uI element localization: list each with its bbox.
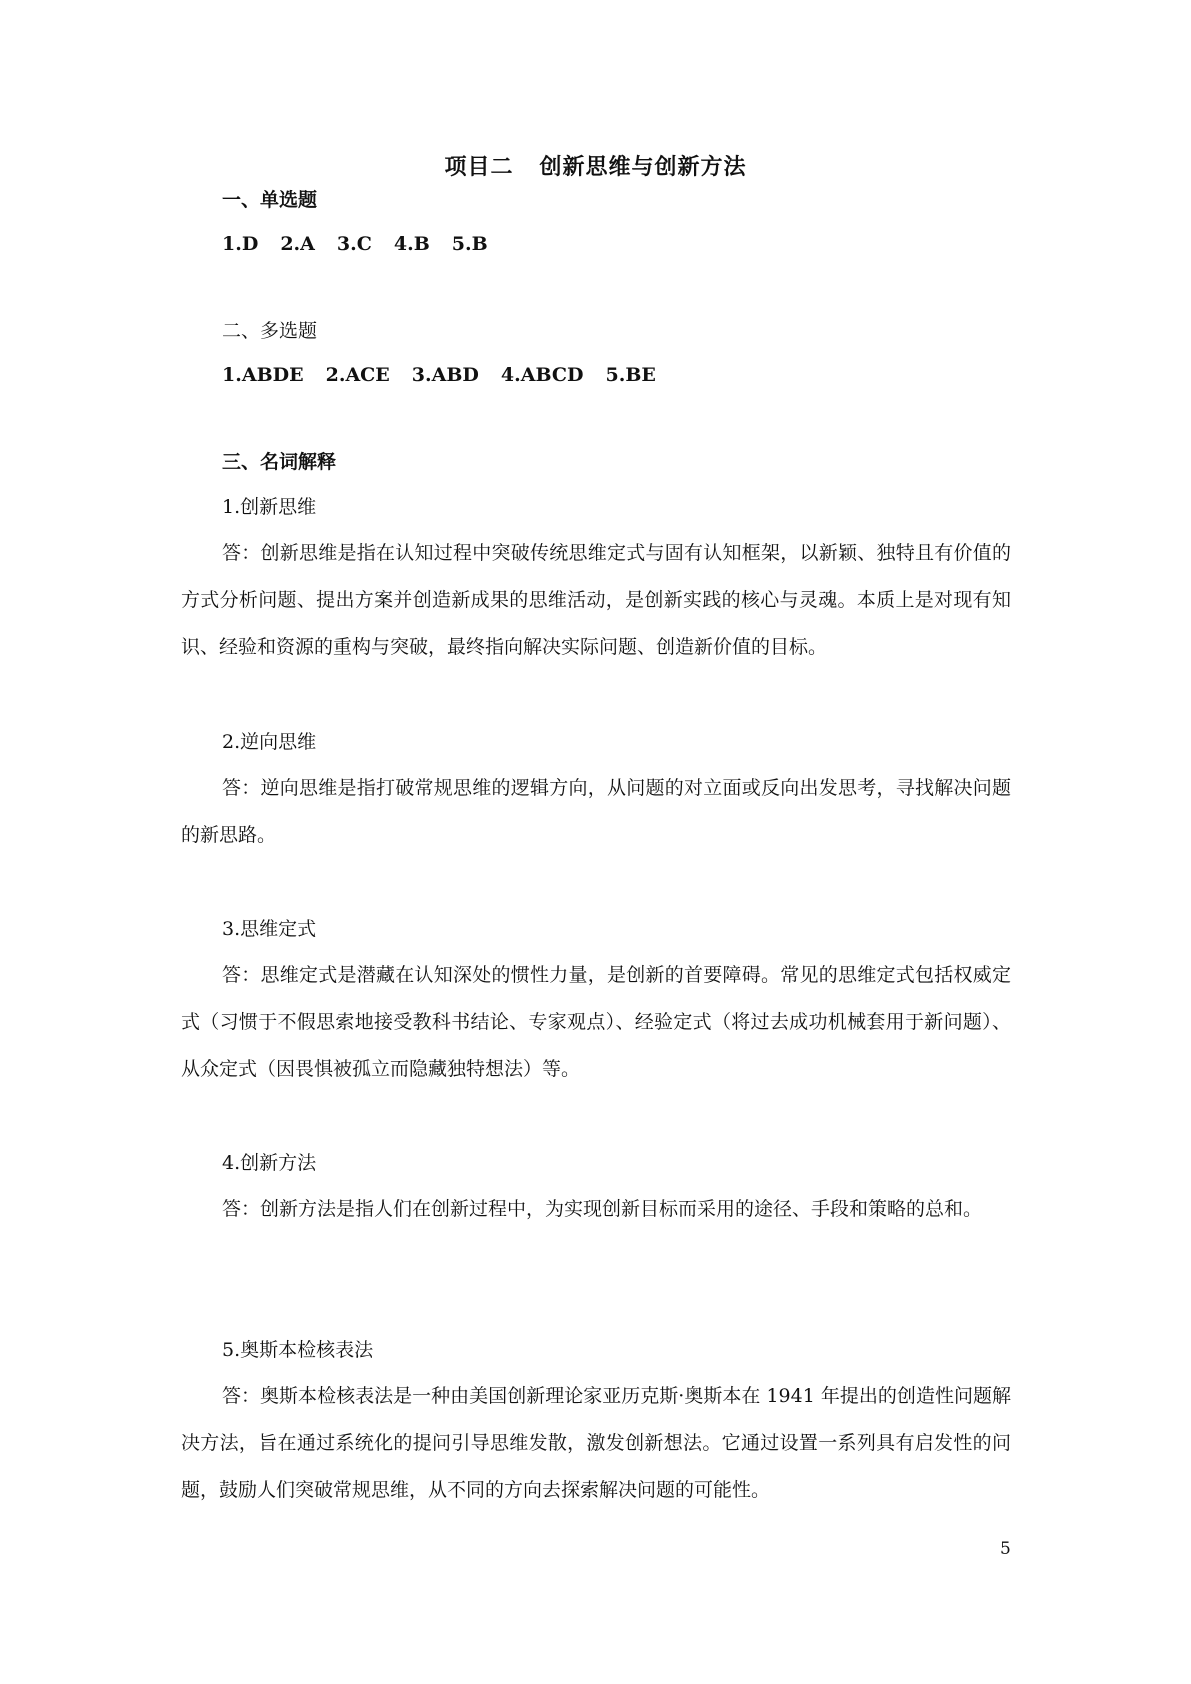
answer-item: 4.B <box>393 233 430 255</box>
answer-item: 3.ABD <box>411 364 479 386</box>
answer-item: 1.D <box>222 233 259 255</box>
term-answer: 答：思维定式是潜藏在认知深处的惯性力量，是创新的首要障碍。常见的思维定式包括权威定式（习惯于不假思索地接受教科书结论、专家观点）、经验定式（将过去成功机械套用于新问题）、从众定式（因畏惧被孤立而隐藏独特想法）等。 <box>181 964 1011 1080</box>
answer-item: 2.A <box>280 233 315 255</box>
term-title: 3.思维定式 <box>222 918 317 940</box>
title-part-topic: 创新思维与创新方法 <box>539 154 747 180</box>
section-heading-multiple-choice: 二、多选题 <box>222 320 318 342</box>
single-choice-answers <box>222 230 510 258</box>
answer-item: 5.B <box>451 233 488 255</box>
page-title <box>0 152 1191 182</box>
multiple-choice-answers <box>222 361 678 389</box>
answer-item: 5.BE <box>605 364 656 386</box>
answer-item: 1.ABDE <box>222 364 304 386</box>
answer-item: 4.ABCD <box>500 364 584 386</box>
term-title: 5.奥斯本检核表法 <box>222 1339 374 1361</box>
term-answer: 答：创新思维是指在认知过程中突破传统思维定式与固有认知框架，以新颖、独特且有价值的方式分析问题、提出方案并创造新成果的思维活动，是创新实践的核心与灵魂。本质上是对现有知识、经验和资源的重构与突破，最终指向解决实际问题、创造新价值的目标。 <box>181 542 1011 658</box>
term-answer: 答：创新方法是指人们在创新过程中，为实现创新目标而采用的途径、手段和策略的总和。 <box>222 1198 983 1220</box>
term-answer: 答：逆向思维是指打破常规思维的逻辑方向，从问题的对立面或反向出发思考，寻找解决问题的新思路。 <box>181 777 1011 846</box>
section-heading-term-definitions: 三、名词解释 <box>222 451 337 473</box>
page-number: 5 <box>1000 1539 1011 1559</box>
term-title: 1.创新思维 <box>222 496 317 518</box>
term-title: 4.创新方法 <box>222 1152 317 1174</box>
answer-item: 2.ACE <box>325 364 390 386</box>
title-part-project: 项目二 <box>444 154 514 180</box>
answer-item: 3.C <box>336 233 372 255</box>
term-answer: 答：奥斯本检核表法是一种由美国创新理论家亚历克斯·奥斯本在 1941 年提出的创造性问题解决方法，旨在通过系统化的提问引导思维发散，激发创新想法。它通过设置一系列具有启发性的问题，鼓励人们突破常规思维，从不同的方向去探索解决问题的可能性。 <box>181 1385 1011 1501</box>
section-heading-single-choice: 一、单选题 <box>222 189 318 211</box>
term-title: 2.逆向思维 <box>222 731 317 753</box>
